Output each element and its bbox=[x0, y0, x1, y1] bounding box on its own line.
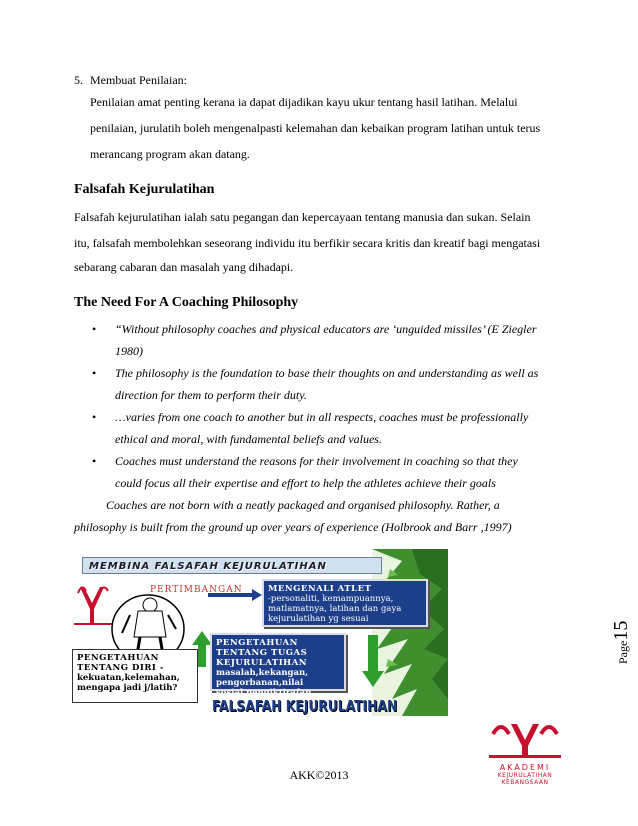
bullet-line: 1980) bbox=[115, 344, 143, 358]
bullet-line: “Without philosophy coaches and physical educators are ‘unguided missiles’ (E Ziegler bbox=[115, 322, 537, 336]
bullet-line: direction for them to perform their duty. bbox=[115, 388, 307, 402]
page-label: Page bbox=[616, 640, 630, 664]
section-title: Membuat Penilaian: bbox=[90, 73, 187, 87]
figure-title: MEMBINA FALSAFAH KEJURULATIHAN bbox=[82, 557, 382, 574]
box-body: kekuatan,kelemahan, mengapa jadi j/latih? bbox=[77, 673, 180, 693]
bullet-line: …varies from one coach to another but in all respects, coaches must be professionally bbox=[115, 410, 529, 424]
need-heading: The Need For A Coaching Philosophy bbox=[74, 295, 299, 310]
paragraph-line: Falsafah kejurulatihan ialah satu pegangan dan kepercayaan tentang manusia dan sukan. Selain bbox=[74, 210, 531, 224]
closing-line: Coaches are not born with a neatly packaged and organised philosophy. Rather, a bbox=[106, 498, 500, 512]
page-value: 15 bbox=[610, 620, 632, 641]
paragraph-line: sebarang cabaran dan masalah yang dihadapi. bbox=[74, 260, 294, 274]
foliage-graphic bbox=[372, 549, 448, 716]
box-title: PENGETAHUAN TENTANG TUGAS KEJURULATIHAN bbox=[216, 638, 308, 668]
closing-line: philosophy is built from the ground up over years of experience (Holbrook and Barr ,1997) bbox=[74, 520, 512, 534]
bullet-line: could focus all their expertise and effort to help the athletes achieve their goals bbox=[115, 476, 496, 490]
bullet-line: ethical and moral, with fundamental beliefs and values. bbox=[115, 432, 382, 446]
paragraph-line: Penilaian amat penting kerana ia dapat dijadikan kayu ukur tentang hasil latihan. Melalui bbox=[90, 95, 518, 109]
box-title: MENGENALI ATLET bbox=[268, 584, 372, 594]
box-mengenali-atlet bbox=[262, 579, 428, 627]
bullet-line: The philosophy is the foundation to base their thoughts on and understanding as well as bbox=[115, 366, 539, 380]
box-pengetahuan-tugas bbox=[210, 633, 346, 698]
bullet-marker: • bbox=[92, 410, 97, 424]
figure-bottom-title: FALSAFAH KEJURULATIHAN bbox=[212, 697, 398, 715]
bullet-line: Coaches must understand the reasons for their involvement in coaching so that they bbox=[115, 454, 518, 468]
box-body: masalah,kekangan, pengorbanan,nilai sosial,pengiktirafan bbox=[216, 668, 312, 698]
section-number: 5. bbox=[74, 73, 83, 87]
bullet-marker: • bbox=[92, 454, 97, 468]
logo-line: KEJURULATIHAN bbox=[497, 772, 553, 779]
small-logo-icon bbox=[74, 587, 114, 625]
paragraph-line: itu, falsafah membolehkan seseorang individu itu berfikir secara kritis dan kreatif bagi mengatasi bbox=[74, 236, 541, 250]
logo-line: AKADEMI bbox=[499, 763, 551, 772]
bullet-marker: • bbox=[92, 322, 97, 336]
footer-text: AKK©2013 bbox=[289, 768, 349, 782]
paragraph-line: penilaian, jurulatih boleh mengenalpasti kelemahan dan kebaikan program latihan untuk terus bbox=[90, 121, 541, 135]
paragraph-line: merancang program akan datang. bbox=[90, 147, 250, 161]
pertimbangan-label: PERTIMBANGAN bbox=[150, 585, 243, 595]
coaching-philosophy-figure bbox=[72, 549, 448, 716]
falsafah-heading: Falsafah Kejurulatihan bbox=[74, 182, 215, 197]
bullet-marker: • bbox=[92, 366, 97, 380]
akademi-logo-icon bbox=[485, 722, 565, 758]
box-pengetahuan-diri bbox=[72, 649, 198, 703]
logo-line: KEBANGSAAN bbox=[501, 779, 549, 786]
box-title: PENGETAHUAN TENTANG DIRI - bbox=[77, 653, 164, 673]
page-number bbox=[610, 621, 633, 664]
box-body: -personaliti, kemampuannya, matlamatnya, latihan dan gaya kejurulatihan yg sesuai bbox=[268, 594, 402, 624]
